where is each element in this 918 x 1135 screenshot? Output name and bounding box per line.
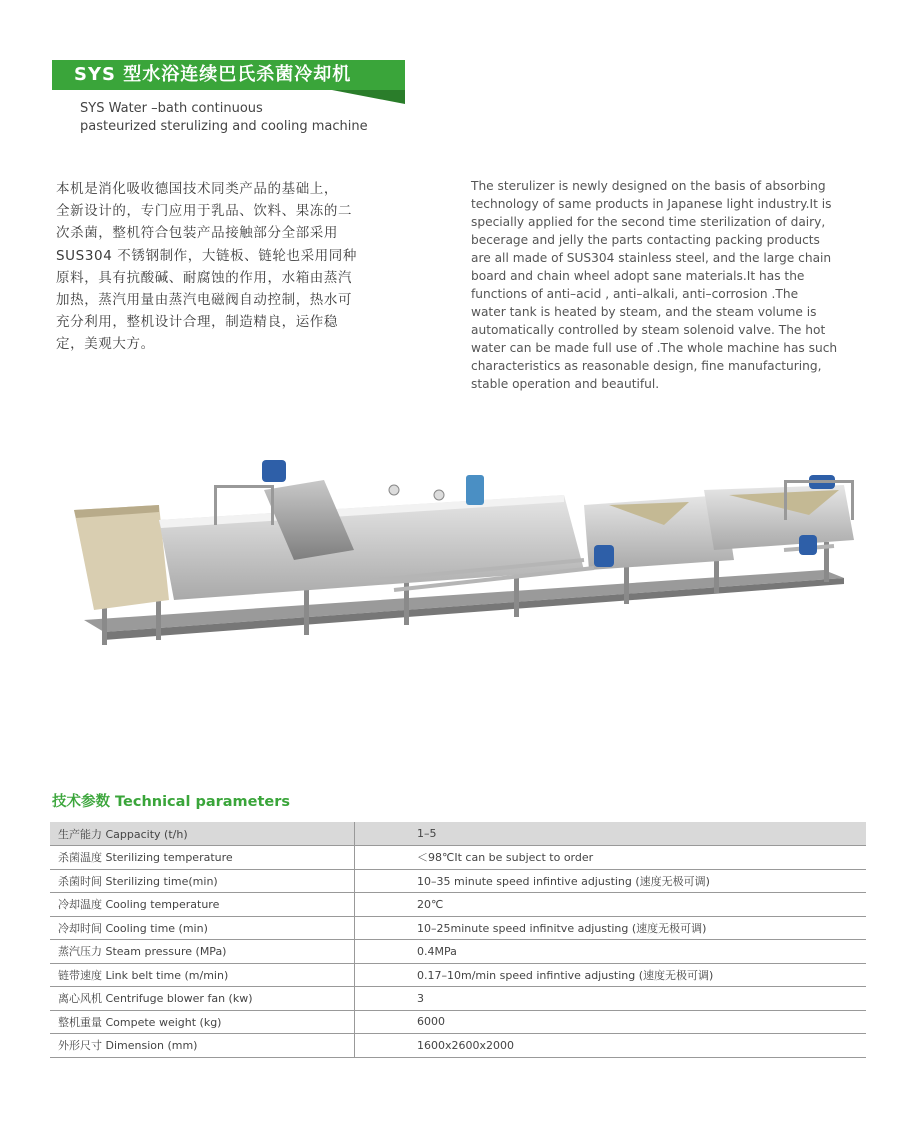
desc-cn-line: 加热，蒸汽用量由蒸汽电磁阀自动控制，热水可 xyxy=(56,292,353,309)
desc-en-line: automatically controlled by steam solenoid valve. The hot xyxy=(471,323,826,337)
table-row xyxy=(50,846,866,870)
param-value: 10–25minute speed infinitve adjusting (速度无极可调) xyxy=(355,916,867,940)
table-row xyxy=(50,869,866,893)
param-label: 杀菌温度 Sterilizing temperature xyxy=(50,846,355,870)
table-row xyxy=(50,987,866,1011)
table-row xyxy=(50,916,866,940)
param-label: 冷却温度 Cooling temperature xyxy=(50,893,355,917)
desc-en-line: functions of anti–acid , anti–alkali, anti–corrosion .The xyxy=(471,287,799,301)
desc-en-line: water tank is heated by steam, and the steam volume is xyxy=(471,305,817,319)
desc-en-line: characteristics as reasonable design, fine manufacturing, xyxy=(471,359,822,373)
desc-en-line: becerage and jelly the parts contacting packing products xyxy=(471,233,820,247)
description-cn xyxy=(56,178,396,356)
title-en-line1: SYS Water –bath continuous xyxy=(80,101,263,116)
param-value: ＜98℃It can be subject to order xyxy=(355,846,867,870)
param-label: 整机重量 Compete weight (kg) xyxy=(50,1010,355,1034)
desc-en-line: are all made of SUS304 stainless steel, and the large chain xyxy=(471,251,832,265)
desc-cn-line: 定，美观大方。 xyxy=(56,336,155,353)
table-row xyxy=(50,1034,866,1058)
param-label: 外形尺寸 Dimension (mm) xyxy=(50,1034,355,1058)
table-row xyxy=(50,822,866,846)
param-label: 蒸汽压力 Steam pressure (MPa) xyxy=(50,940,355,964)
param-label: 链带速度 Link belt time (m/min) xyxy=(50,963,355,987)
param-value: 1–5 xyxy=(355,822,867,846)
parameters-table xyxy=(50,822,866,1058)
table-row xyxy=(50,1010,866,1034)
desc-cn-line: 原料，具有抗酸碱、耐腐蚀的作用，水箱由蒸汽 xyxy=(56,269,353,286)
section-title: 技术参数 Technical parameters xyxy=(52,794,291,810)
title-en-line2: pasteurized sterulizing and cooling machine xyxy=(80,119,368,134)
description-en xyxy=(471,177,867,393)
table-row xyxy=(50,940,866,964)
param-label: 冷却时间 Cooling time (min) xyxy=(50,916,355,940)
param-label: 杀菌时间 Sterilizing time(min) xyxy=(50,869,355,893)
desc-cn-line: 充分利用，整机设计合理，制造精良，运作稳 xyxy=(56,314,338,331)
param-value: 6000 xyxy=(355,1010,867,1034)
machine-illustration xyxy=(64,450,876,670)
param-value: 0.17–10m/min speed infintive adjusting (速度无极可调) xyxy=(355,963,867,987)
param-value: 3 xyxy=(355,987,867,1011)
desc-cn-line: 本机是消化吸收德国技术同类产品的基础上， xyxy=(56,181,338,197)
desc-cn-line: 全新设计的，专门应用于乳品、饮料、果冻的二 xyxy=(56,203,353,220)
title-cn: SYS 型水浴连续巴氏杀菌冷却机 xyxy=(74,64,352,85)
desc-en-line: board and chain wheel adopt sane materials.It has the xyxy=(471,269,805,283)
desc-en-line: water can be made full use of .The whole machine has such xyxy=(471,341,838,355)
param-label: 生产能力 Cappacity (t/h) xyxy=(50,822,355,846)
title-banner xyxy=(52,60,405,90)
table-row xyxy=(50,963,866,987)
param-value: 0.4MPa xyxy=(355,940,867,964)
desc-cn-line: 次杀菌，整机符合包装产品接触部分全部采用 xyxy=(56,225,338,242)
desc-en-line: technology of same products in Japanese light industry.It is xyxy=(471,197,832,211)
title-en xyxy=(80,100,440,136)
param-value: 10–35 minute speed infintive adjusting (速度无极可调) xyxy=(355,869,867,893)
param-value: 1600x2600x2000 xyxy=(355,1034,867,1058)
param-label: 离心风机 Centrifuge blower fan (kw) xyxy=(50,987,355,1011)
desc-cn-line: SUS304 不锈钢制作，大链板、链轮也采用同种 xyxy=(56,247,357,264)
desc-en-line: stable operation and beautiful. xyxy=(471,377,660,391)
param-value: 20℃ xyxy=(355,893,867,917)
desc-en-line: The sterulizer is newly designed on the basis of absorbing xyxy=(471,179,826,193)
table-row xyxy=(50,893,866,917)
desc-en-line: specially applied for the second time sterilization of dairy, xyxy=(471,215,826,229)
